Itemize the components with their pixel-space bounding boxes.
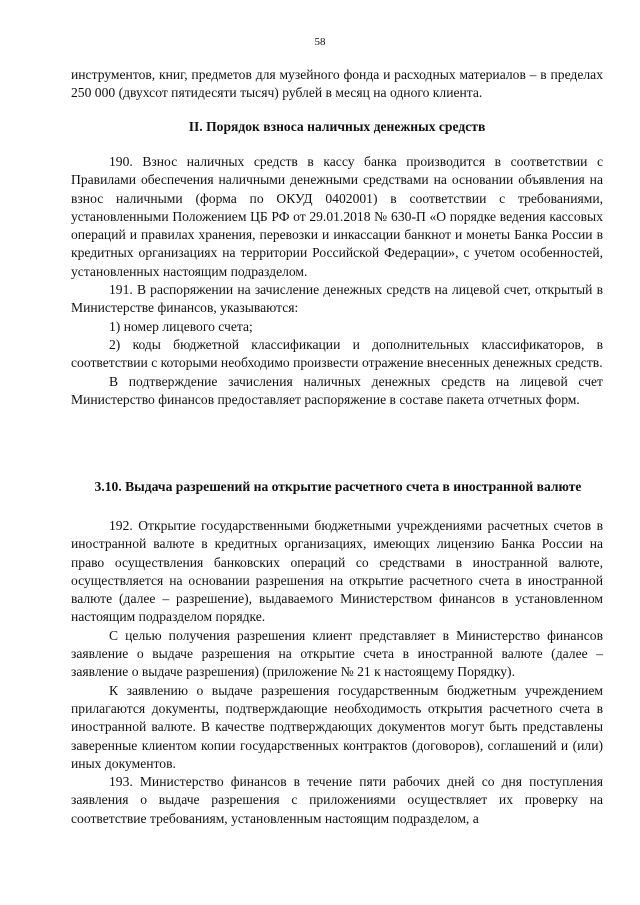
section-3-10-body: [71, 517, 603, 828]
page-number: 58: [314, 36, 326, 48]
section-ii-heading-block: [71, 118, 603, 136]
paragraph-191: 191. В распоряжении на зачисление денежных средств на лицевой счет, открытый в Министерстве финансов, указываются:: [71, 282, 603, 316]
paragraph-192: 192. Открытие государственными бюджетными учреждениями расчетных счетов в иностранной валюте в кредитных организациях, имеющих лицензию Банка России на право осуществления банковских операций со средствами в иностранной валюте, осуществляется на основании разрешения на открытие расчетного счета в иностранной валюте (далее – разрешение), выдаваемого Министерством финансов в установленном настоящим подразделом порядке.: [71, 518, 603, 625]
section-ii-body: [71, 153, 603, 409]
continuation-paragraph: инструментов, книг, предметов для музейного фонда и расходных материалов – в пределах 250 000 (двухсот пятидесяти тысяч) рублей в месяц на одного клиента.: [71, 67, 603, 101]
section-3-10-heading-block: [86, 478, 590, 496]
paragraph-191-confirmation: В подтверждение зачисления наличных денежных средств на лицевой счет Министерство финансов предоставляет распоряжение в составе пакета отчетных форм.: [71, 373, 603, 407]
paragraph-190: 190. Взнос наличных средств в кассу банка производится в соответствии с Правилами обеспечения наличными денежными средствами на основании объявления на взнос наличными (форма по ОКУД 0402001) в соответствии с требованиями, установленными Положением ЦБ РФ от 29.01.2018 № 630-П «О порядке ведения кассовых операций и правилах хранения, перевозки и инкассации банкнот и монеты Банка России в кредитных организациях на территории Российской Федерации», с учетом особенностей, установленных настоящим подразделом.: [71, 154, 603, 279]
paragraph-192-attachments: К заявлению о выдаче разрешения государственным бюджетным учреждением прилагаются документы, подтверждающие необходимость открытия расчетного счета в иностранной валюте. В качестве подтверждающих документов могут быть представлены заверенные клиентом копии государственных контрактов (договоров), соглашений и (или) иных документов.: [71, 682, 603, 771]
paragraph-191-item-1: 1) номер лицевого счета;: [109, 318, 253, 334]
continuation-paragraph-block: [71, 66, 603, 103]
paragraph-192-application: С целью получения разрешения клиент представляет в Министерство финансов заявление о выдаче разрешения на открытие счета в иностранной валюте (далее – заявление о выдаче разрешения) (приложение № 21 к настоящему Порядку).: [71, 627, 603, 680]
paragraph-193: 193. Министерство финансов в течение пяти рабочих дней со дня поступления заявления о выдаче разрешения с приложениями осуществляет их проверку на соответствие требованиям, установленным настоящим подразделом, а: [71, 774, 603, 826]
section-3-10-heading: 3.10. Выдача разрешений на открытие расчетного счета в иностранной валюте: [94, 479, 582, 494]
section-ii-heading: II. Порядок взноса наличных денежных средств: [188, 119, 486, 134]
paragraph-191-item-2: 2) коды бюджетной классификации и дополнительных классификаторов, в соответствии с которыми необходимо произвести отражение внесенных денежных средств.: [71, 336, 603, 371]
